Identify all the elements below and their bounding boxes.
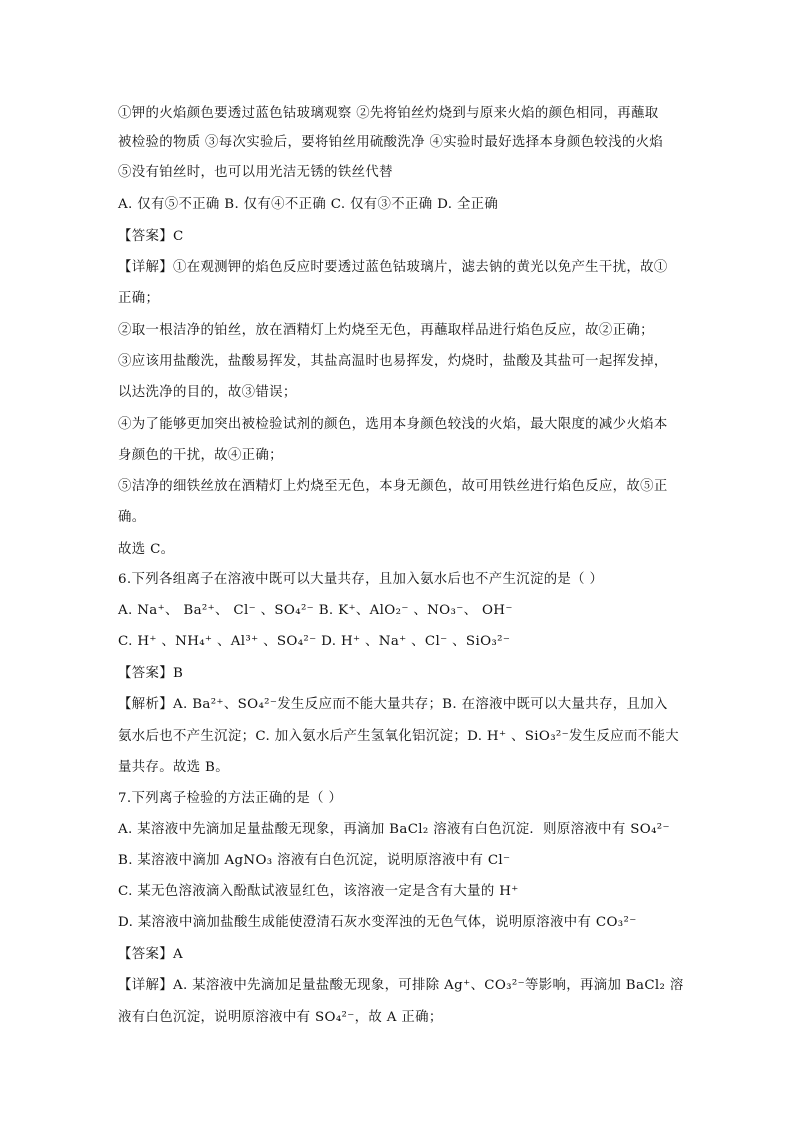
- option-line: C. 某无色溶液滴入酚酞试液显红色，该溶液一定是含有大量的 H⁺: [118, 884, 519, 899]
- text-line: 身颜色的干扰，故④正确；: [118, 448, 283, 463]
- text-line: 量共存。故选 B。: [118, 760, 229, 775]
- text-line: 液有白色沉淀，说明原溶液中有 SO₄²⁻，故 A 正确；: [118, 1010, 443, 1025]
- option-line: D. 某溶液中滴加盐酸生成能使澄清石灰水变浑浊的无色气体，说明原溶液中有 CO₃²⁻: [118, 915, 637, 930]
- text-line: 【详解】①在观测钾的焰色反应时要透过蓝色钴玻璃片，滤去钠的黄光以免产生干扰，故①: [118, 260, 668, 275]
- option-line: B. 某溶液中滴加 AgNO₃ 溶液有白色沉淀，说明原溶液中有 Cl⁻: [118, 853, 511, 868]
- option-line: C. H⁺ 、NH₄⁺ 、Al³⁺ 、SO₄²⁻ D. H⁺ 、Na⁺ 、Cl⁻ 、SiO₃²⁻: [118, 634, 511, 649]
- text-line: ⑤洁净的细铁丝放在酒精灯上灼烧至无色，本身无颜色，故可用铁丝进行焰色反应，故⑤正: [118, 479, 668, 494]
- text-line: 【解析】A. Ba²⁺、SO₄²⁻发生反应而不能大量共存；B. 在溶液中既可以大量共存，且加入: [118, 697, 668, 712]
- text-line: 【详解】A. 某溶液中先滴加足量盐酸无现象，可排除 Ag⁺、CO₃²⁻等影响，再滴加 BaCl₂ 溶: [118, 978, 684, 993]
- question-line: 7.下列离子检验的方法正确的是（ ）: [118, 791, 343, 806]
- answer-line: 【答案】C: [118, 229, 184, 244]
- text-line: ①钾的火焰颜色要透过蓝色钴玻璃观察 ②先将铂丝灼烧到与原来火焰的颜色相同，再蘸取: [118, 106, 659, 121]
- answer-line: 【答案】B: [118, 666, 184, 681]
- text-line: ④为了能够更加突出被检验试剂的颜色，选用本身颜色较浅的火焰，最大限度的减少火焰本: [118, 417, 668, 432]
- text-line: 故选 C。: [118, 542, 175, 557]
- text-line: 氨水后也不产生沉淀；C. 加入氨水后产生氢氧化铝沉淀；D. H⁺ 、SiO₃²⁻发生反应而不能大: [118, 729, 679, 744]
- option-line: A. 某溶液中先滴加足量盐酸无现象，再滴加 BaCl₂ 溶液有白色沉淀．则原溶液中有 SO₄²⁻: [118, 822, 670, 837]
- option-line: A. 仅有⑤不正确 B. 仅有④不正确 C. 仅有③不正确 D. 全正确: [118, 197, 499, 212]
- text-line: ③应该用盐酸洗，盐酸易挥发，其盐高温时也易挥发，灼烧时，盐酸及其盐可一起挥发掉，: [118, 354, 668, 369]
- answer-line: 【答案】A: [118, 947, 183, 962]
- text-line: 正确；: [118, 291, 160, 306]
- text-line: 被检验的物质 ③每次实验后，要将铂丝用硫酸洗净 ④实验时最好选择本身颜色较浅的火焰: [118, 135, 664, 150]
- question-line: 6.下列各组离子在溶液中既可以大量共存，且加入氨水后也不产生沉淀的是（ ）: [118, 572, 604, 587]
- text-line: ⑤没有铂丝时，也可以用光洁无锈的铁丝代替: [118, 165, 393, 180]
- text-line: 以达洗净的目的，故③错误；: [118, 385, 297, 400]
- text-line: 确。: [118, 510, 146, 525]
- option-line: A. Na⁺、 Ba²⁺、 Cl⁻ 、SO₄²⁻ B. K⁺、AlO₂⁻ 、NO₃⁻、 OH⁻: [118, 603, 513, 618]
- text-line: ②取一根洁净的铂丝，放在酒精灯上灼烧至无色，再蘸取样品进行焰色反应，故②正确；: [118, 323, 654, 338]
